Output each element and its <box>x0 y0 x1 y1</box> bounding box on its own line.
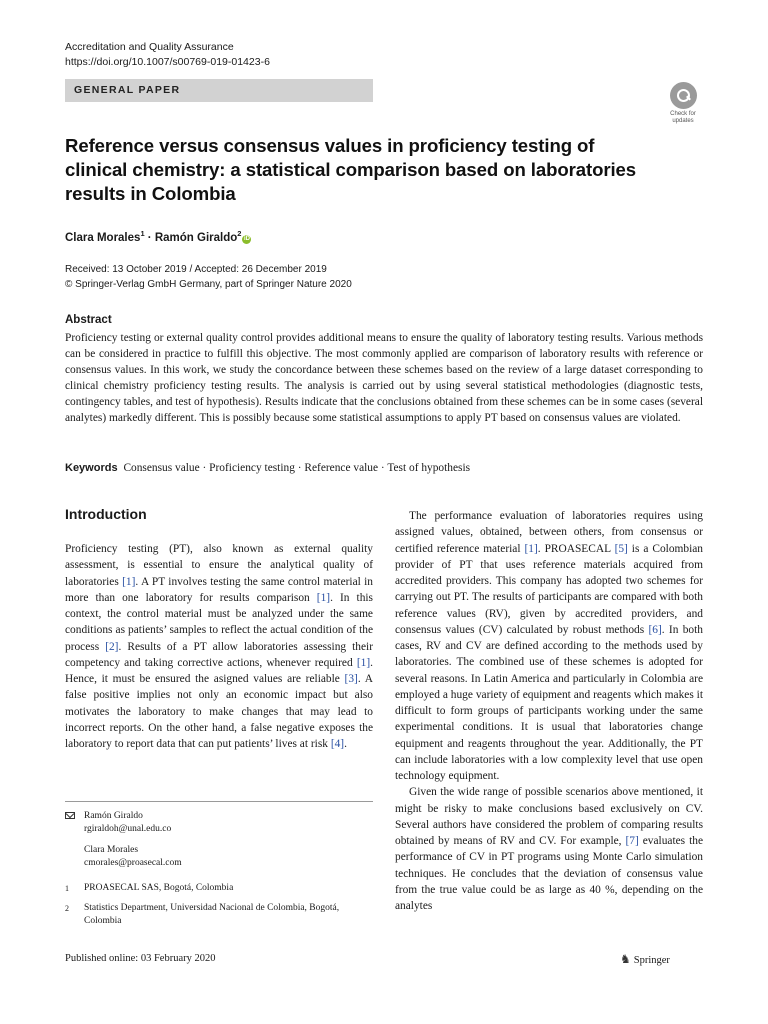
affiliation-text: Statistics Department, Universidad Nacional de Colombia, Bogotá, Colombia <box>84 903 340 926</box>
corr-name: Ramón Giraldo <box>84 811 143 821</box>
keywords <box>65 460 470 476</box>
right-column <box>395 508 703 914</box>
affiliation-number: 1 <box>65 884 69 893</box>
springer-horse-icon: ♞ <box>620 952 631 966</box>
abstract-heading: Abstract <box>65 314 112 326</box>
author-name[interactable]: Clara Morales <box>65 231 141 244</box>
text-run: . <box>344 738 347 750</box>
citation-link[interactable]: [1] <box>356 656 371 669</box>
article-dates <box>65 262 352 292</box>
keywords-label: Keywords <box>65 462 118 474</box>
author-affiliation-mark: 1 <box>140 229 145 238</box>
copyright-line: © Springer-Verlag GmbH Germany, part of Springer Nature 2020 <box>65 279 352 290</box>
corresponding-author <box>65 810 373 870</box>
text-run: . Results of a PT allow laboratories assessing their competency and taking corrective actions, whenever required <box>65 640 373 669</box>
corr-email[interactable]: rgiraldoh@unal.edu.co <box>84 824 172 834</box>
affiliation <box>65 882 373 895</box>
corr-email[interactable]: cmorales@proasecal.com <box>84 858 182 868</box>
citation-link[interactable]: [4] <box>330 738 345 750</box>
text-run: . PROASECAL <box>537 542 615 555</box>
text-run: Given the wide range of possible scenarios above mentioned, it might be risky to make conclusions based exclusively on CV. Several authors have considered the problem of comparing results obtained by means of RV and CV. For example, <box>395 786 703 847</box>
text-run: . A false positive implies not only an economic impact but also motivates the laboratory to make changes that may lead to incorrect reports. On the other hand, a false negative exposes the laboratory to report data that can put patients’ lives at risk <box>65 673 373 750</box>
orcid-icon[interactable]: iD <box>243 235 250 242</box>
check-updates-label-1: Check for <box>670 111 696 117</box>
text-run: The performance evaluation of laboratories requires using assigned values, obtained, between others, from consensus or certified reference material <box>395 510 703 555</box>
text-run: . Hence, it must be ensured the asigned values are reliable <box>65 656 373 685</box>
citation-link[interactable]: [6] <box>648 623 662 636</box>
journal-header <box>65 40 270 70</box>
paragraph <box>395 784 703 914</box>
text-run: Proficiency testing (PT), also known as external quality assessment, is essential to ensure the analytical quality of laboratories <box>65 543 373 588</box>
citation-link[interactable]: [1] <box>122 575 136 588</box>
doi-link[interactable]: https://doi.org/10.1007/s00769-019-01423-6 <box>65 56 270 68</box>
citation-link[interactable]: [5] <box>614 542 628 555</box>
keywords-text: Consensus value · Proficiency testing · Reference value · Test of hypothesis <box>123 462 471 474</box>
journal-name: Accreditation and Quality Assurance <box>65 41 234 53</box>
paragraph <box>395 508 703 784</box>
author-separator: · <box>144 231 155 244</box>
check-for-updates-button[interactable] <box>664 82 702 124</box>
citation-link[interactable]: [1] <box>316 591 331 604</box>
paragraph <box>65 541 373 752</box>
text-run: is a Colombian provider of PT that uses reference materials acquired from accredited providers. This company has adopted two schemes for carrying out PT. The results of participants are compared with both reference values (RV), given by accredited providers, and consensus values (CV) calculated by robust methods <box>395 542 703 636</box>
author-affiliation-mark: 2 <box>237 229 242 238</box>
check-updates-icon <box>670 82 697 109</box>
affiliation-number: 2 <box>65 904 69 913</box>
published-online: Published online: 03 February 2020 <box>65 953 216 964</box>
section-heading-introduction: Introduction <box>65 506 147 522</box>
received-accepted: Received: 13 October 2019 / Accepted: 26 December 2019 <box>65 264 327 275</box>
corr-name: Clara Morales <box>84 845 139 855</box>
paper-title: Reference versus consensus values in proficiency testing of clinical chemistry: a statistical comparison based on laboratories results in Colombia <box>65 135 637 204</box>
affiliation-text: PROASECAL SAS, Bogotá, Colombia <box>84 883 234 893</box>
citation-link[interactable]: [1] <box>524 542 538 555</box>
text-run: . In this context, the control material must be analyzed under the same conditions as patients’ samples to reflect the actual condition of the process <box>65 591 373 653</box>
abstract-text: Proficiency testing or external quality control provides additional means to ensure the quality of laboratory testing results. Various methods can be considered in practice to fulfill this objective. The most commonly applied are comparison of laboratory results with reference or consensus values. In this work, we study the concordance between these schemes based on the review of a large dataset corresponding to clinical chemistry proficiency testing results. The analysis is carried out by using several statistical methodologies (diagnostic tests, contingency tables, and test of hypothesis). Results indicate that the conclusions obtained from these schemes can be in some cases (several analytes) markedly different. This is possibly because some statistical assumptions to apply PT based on consensus values are violated. <box>65 332 703 424</box>
article-type-banner: GENERAL PAPER <box>65 79 373 102</box>
author-name[interactable]: Ramón Giraldo <box>154 231 238 244</box>
text-run: . A PT involves testing the same control material in more than one laboratory for results comparison <box>65 575 373 604</box>
left-column <box>65 541 373 752</box>
citation-link[interactable]: [3] <box>344 673 358 685</box>
check-updates-label-2: updates <box>672 117 694 124</box>
footnote-divider <box>65 801 373 802</box>
text-run: evaluates the performance of CV in PT programs using Monte Carlo simulation techniques. He concludes that the deviation of consensus value from the true value could be as large as 40 %, depending on the analytes <box>395 835 703 912</box>
citation-link[interactable]: [2] <box>105 640 119 653</box>
publisher-name: Springer <box>633 955 670 966</box>
footnotes <box>65 810 373 928</box>
publisher-logo[interactable] <box>620 952 670 967</box>
affiliation <box>65 902 373 928</box>
citation-link[interactable]: [7] <box>625 835 639 847</box>
text-run: . In both cases, RV and CV are defined according to the methods used by laboratories. The combined use of these schemes is adopted for several reasons. In Latin America and particularly in Colombia are employed a huge variety of equipment and reagents which makes it difficult to form groups of participants working under the same experimental conditions. It is usual that laboratories change equipment and reagents throughout the year. Additionally, the PT can include laboratories with a low complexity level that use open technology equipment. <box>395 623 703 782</box>
envelope-icon <box>65 812 75 819</box>
author-list <box>65 226 251 246</box>
